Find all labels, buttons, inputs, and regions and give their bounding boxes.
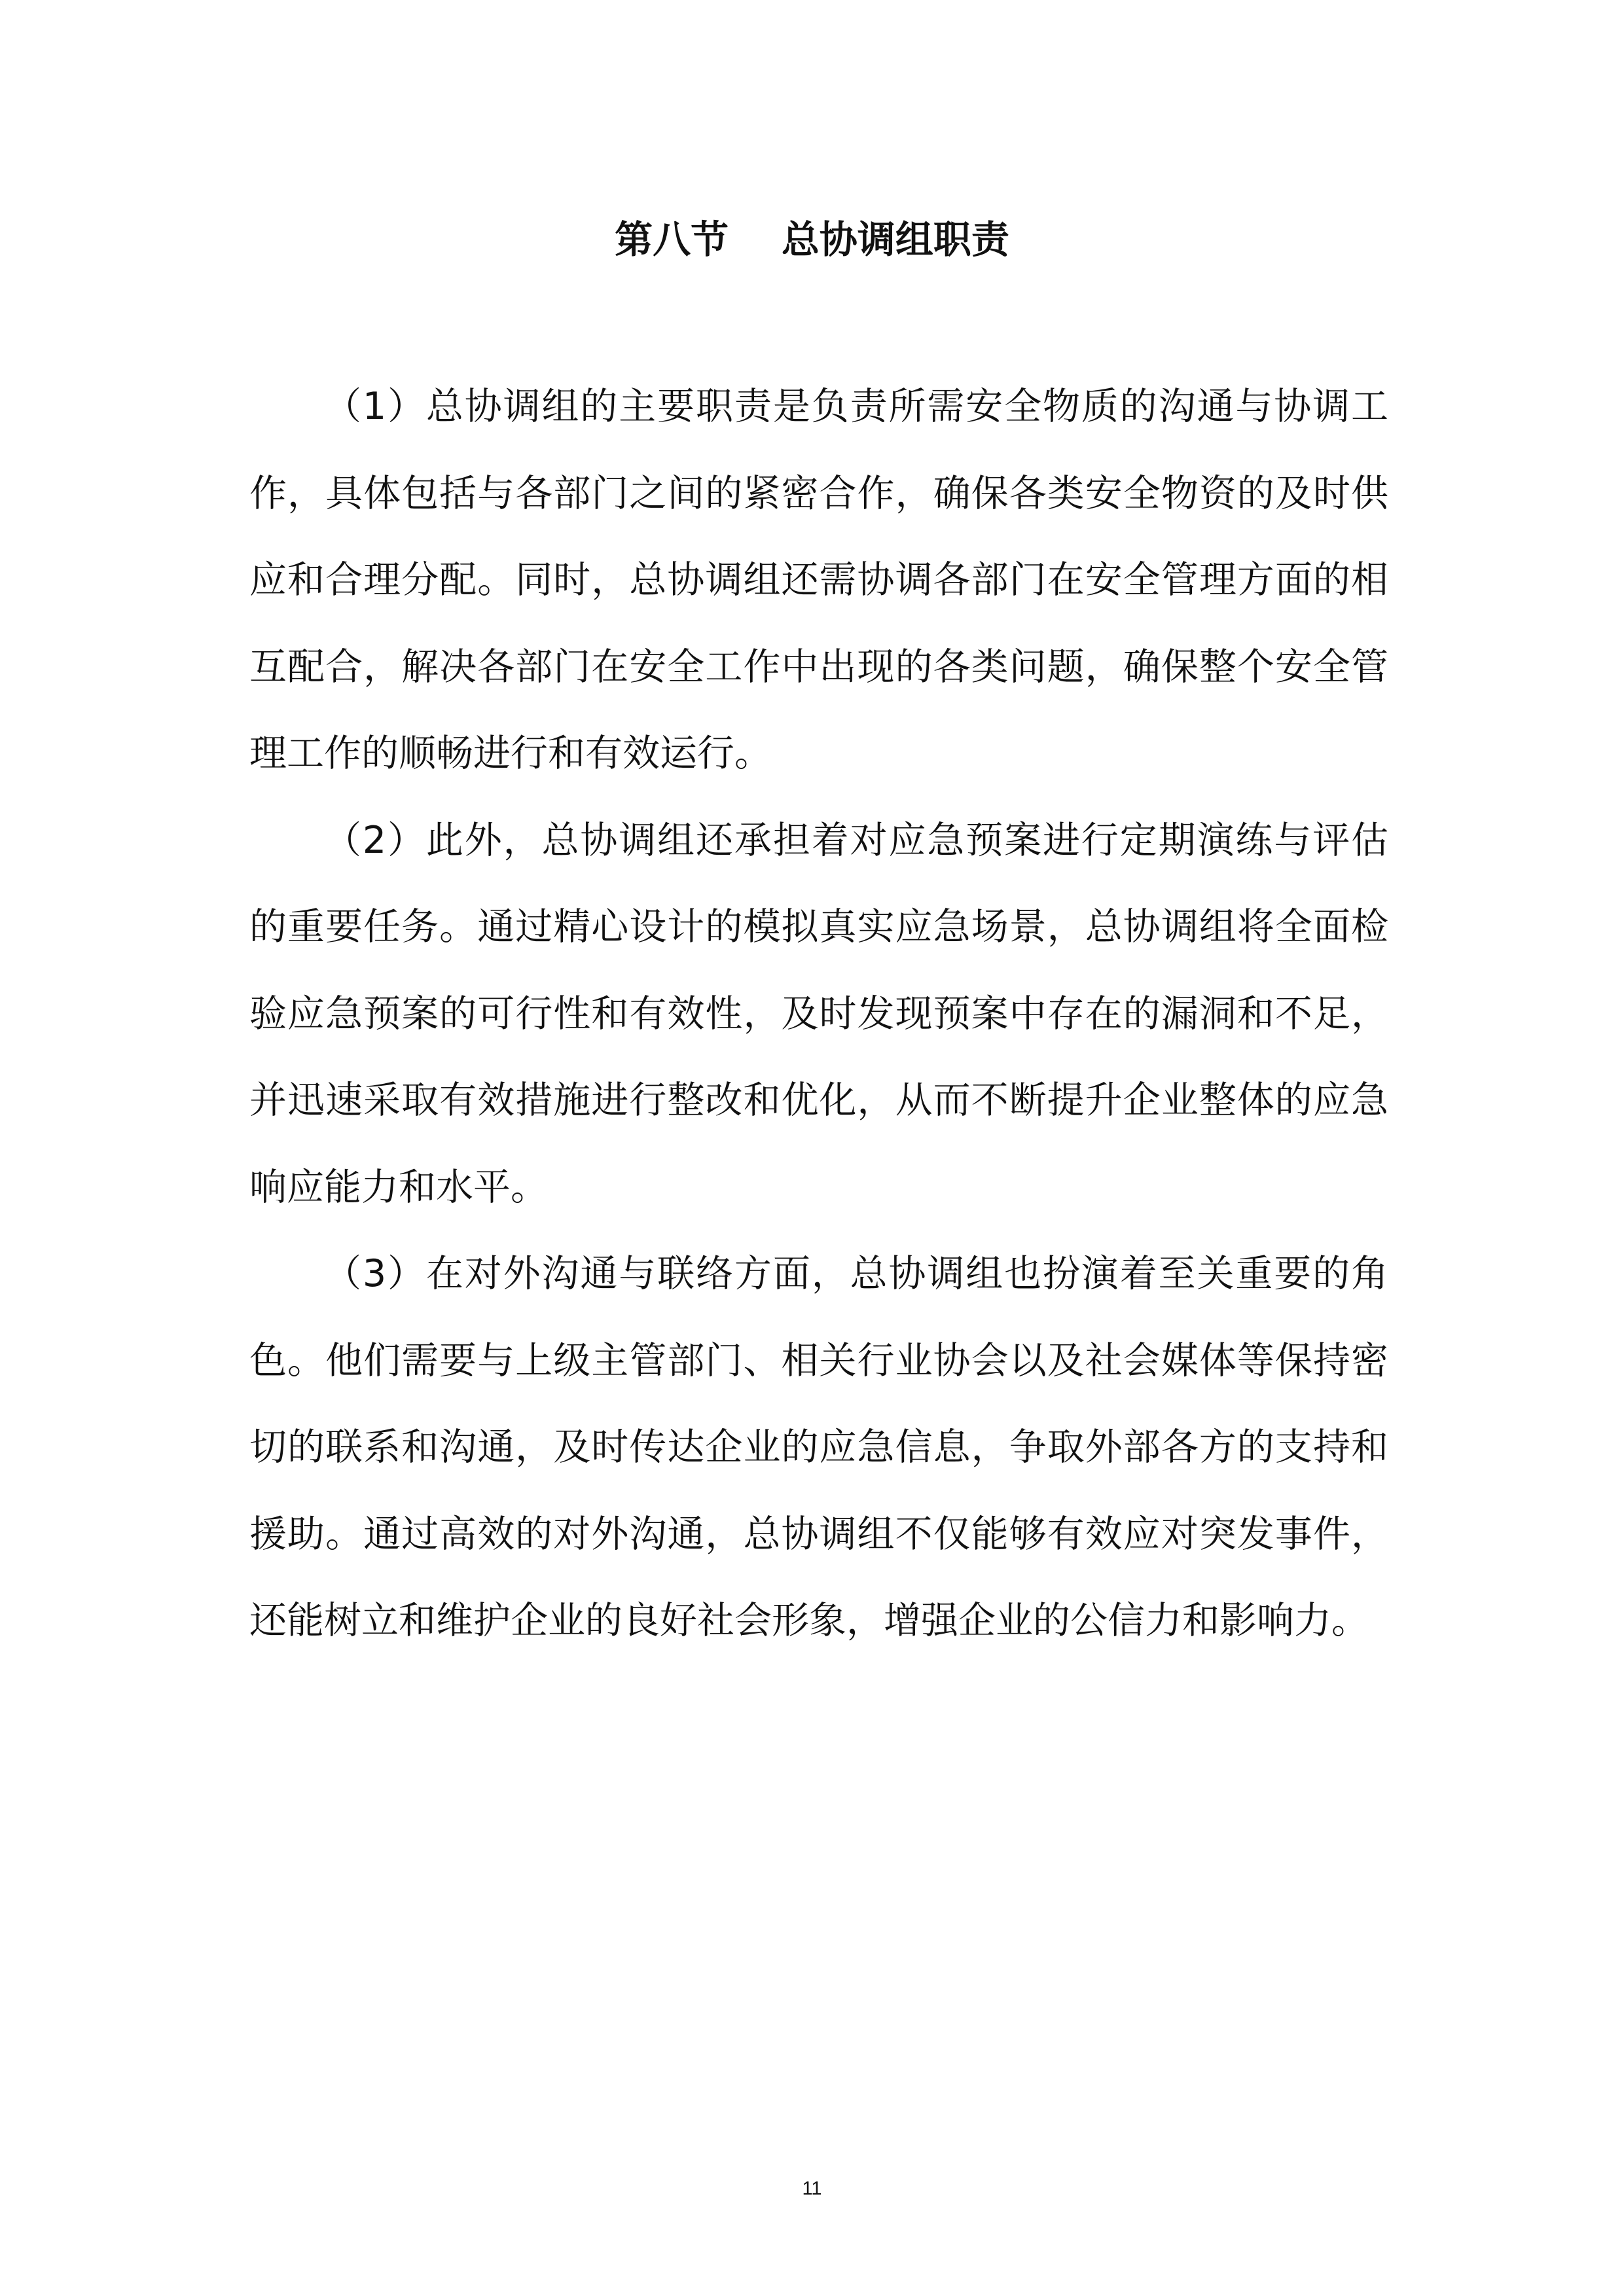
paragraph-2: （2）此外，总协调组还承担着对应急预案进行定期演练与评估的重要任务。通过精心设计的模拟真实应急场景，总协调组将全面检验应急预案的可行性和有效性，及时发现预案中存在的漏洞和不足，并迅速采取有效措施进行整改和优化，从而不断提升企业整体的应急响应能力和水平。 (249, 818, 1388, 1209)
paragraph-3: （3）在对外沟通与联络方面，总协调组也扮演着至关重要的角色。他们需要与上级主管部门、相关行业协会以及社会媒体等保持密切的联系和沟通，及时传达企业的应急信息，争取外部各方的支持和援助。通过高效的对外沟通，总协调组不仅能够有效应对突发事件，还能树立和维护企业的良好社会形象，增强企业的公信力和影响力。 (249, 1252, 1388, 1642)
paragraph-1: （1）总协调组的主要职责是负责所需安全物质的沟通与协调工作，具体包括与各部门之间的紧密合作，确保各类安全物资的及时供应和合理分配。同时，总协调组还需协调各部门在安全管理方面的相互配合，解决各部门在安全工作中出现的各类问题，确保整个安全管理工作的顺畅进行和有效运行。 (249, 385, 1388, 775)
body-text (249, 363, 1388, 1664)
section-title: 第八节 总协调组职责 (615, 217, 1009, 262)
page-number: 11 (802, 2178, 822, 2199)
